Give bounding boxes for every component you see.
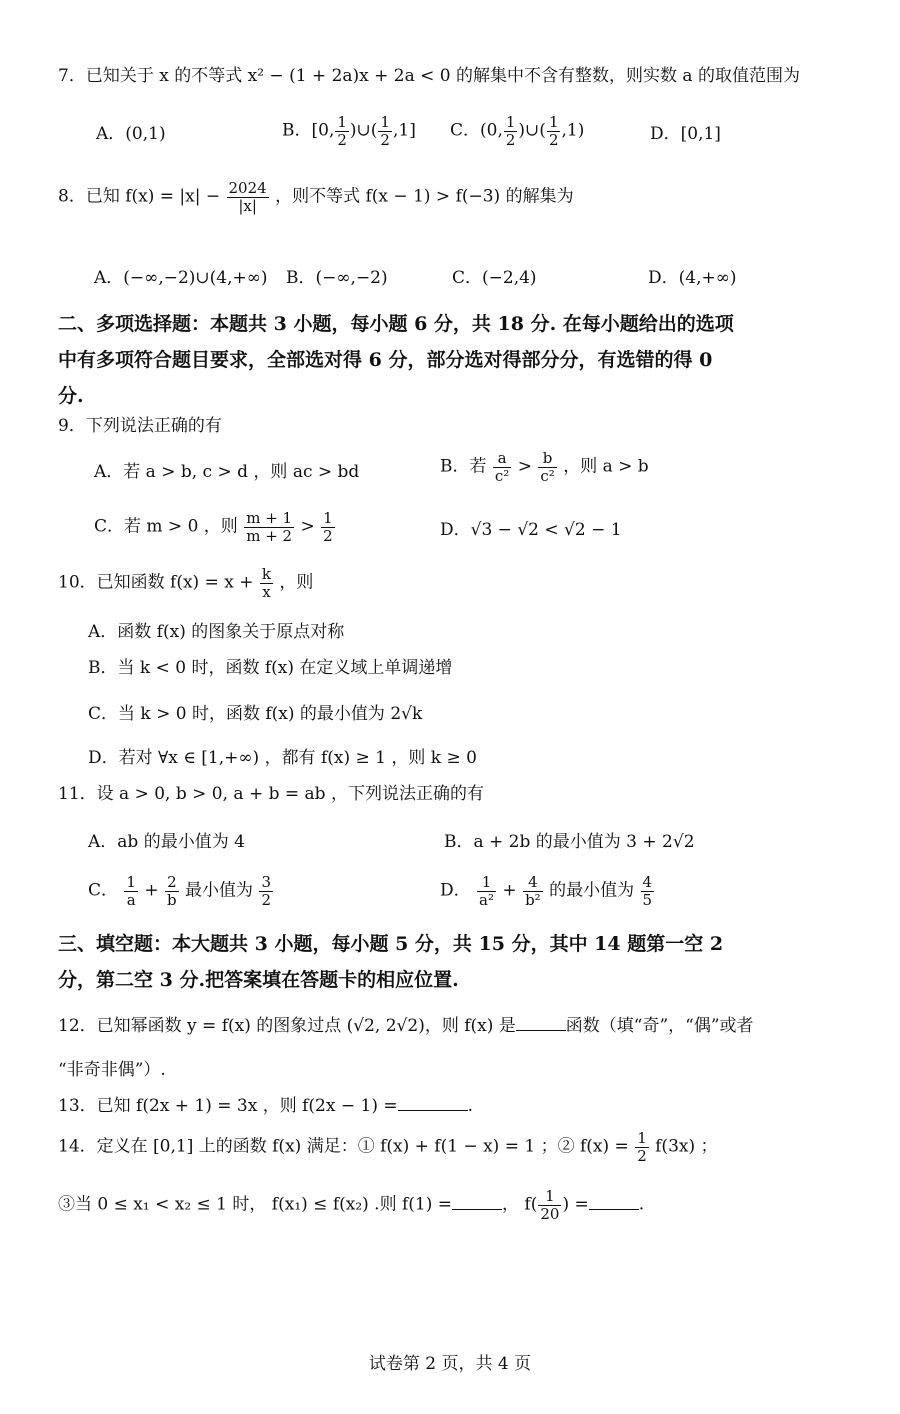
section-3-heading: 三、填空题：本大题共 3 小题，每小题 5 分，共 15 分，其中 14 题第一空 2 分，第二空 3 分.把答案填在答题卡的相应位置. (58, 933, 724, 991)
question-11-stem: 11．设 a > 0, b > 0, a + b = ab ，下列说法正确的有 (58, 784, 484, 804)
q7-option-b: B．[0, $\frac{1}{2}$ )∪( $\frac{1}{2}$ ,1] (282, 113, 416, 149)
q8-option-c: C．(−2,4) (452, 268, 537, 288)
q9-option-d: D．√3 − √2 < √2 − 1 (440, 520, 622, 540)
section-2-heading: 二、多项选择题：本题共 3 小题，每小题 6 分，共 18 分. 在每小题给出的选项 中有多项符合题目要求，全部选对得 6 分，部分选对得部分分，有选错的得 0 分. (58, 313, 734, 407)
q11-option-d: D． $\frac{1}{\text{a²}}$ + $\frac{4}{\text{b²}}$ 的最小值为 $\frac{4}{5}$ (440, 873, 653, 909)
q12-answer-blank[interactable] (516, 1016, 566, 1031)
q8-option-d: D．(4,+∞) (648, 268, 737, 288)
q7-option-a: A．(0,1) (96, 124, 166, 144)
q10-option-c: C．当 k > 0 时，函数 f(x) 的最小值为 2√k (88, 704, 423, 724)
q7-option-c: C．(0, $\frac{1}{2}$ )∪( $\frac{1}{2}$ ,1) (450, 113, 585, 149)
q10-option-d: D．若对 ∀x ∈ [1,+∞) ，都有 f(x) ≥ 1 ，则 k ≥ 0 (88, 748, 477, 768)
q11-option-c: C． $\frac{1}{a}$ + $\frac{2}{b}$ 最小值为 $\frac{3}{2}$ (88, 873, 271, 909)
q13-answer-blank[interactable] (398, 1096, 468, 1111)
q10-option-a: A．函数 f(x) 的图象关于原点对称 (88, 622, 345, 642)
page-footer: 试卷第 2 页，共 4 页 (368, 1354, 532, 1374)
question-8-stem: 8．已知 f(x) = |x| − $\frac{2024}{|x|}$ ，则不等式 f(x − 1) > f(−3) 的解集为 (58, 179, 574, 215)
question-12-line2: “非奇非偶”）. (58, 1060, 166, 1080)
question-14-line1: 14．定义在 [0,1] 上的函数 f(x) 满足：① f(x) + f(1 − x) = 1 ；② f(x) = $\frac{1}{2}$ f(3x) ； (58, 1129, 718, 1165)
q7-option-d: D．[0,1] (650, 124, 721, 144)
q9-option-c: C．若 m > 0 ，则 $\frac{m + 1}{m + 2}$ > $\frac{1}{2}$ (94, 509, 333, 545)
question-10-stem: 10．已知函数 f(x) = x + $\frac{k}{x}$ ，则 (58, 565, 314, 601)
q9-option-a: A．若 a > b, c > d ，则 ac > bd (94, 462, 360, 482)
q14-answer-blank-1[interactable] (452, 1195, 502, 1210)
q11-option-b: B．a + 2b 的最小值为 3 + 2√2 (444, 832, 695, 852)
q11-option-a: A．ab 的最小值为 4 (88, 832, 245, 852)
q8-option-b: B．(−∞,−2) (286, 268, 388, 288)
question-13-stem: 13．已知 f(2x + 1) = 3x ，则 f(2x − 1) = . (58, 1096, 474, 1116)
question-14-line2: ③当 0 ≤ x₁ < x₂ ≤ 1 时， f(x₁) ≤ f(x₂) .则 f(1) = ， f( $\frac{1}{20}$ ) = . (58, 1187, 645, 1223)
question-9-stem: 9．下列说法正确的有 (58, 416, 222, 436)
q8-option-a: A．(−∞,−2)∪(4,+∞) (94, 268, 268, 288)
q9-option-b: B．若 $\frac{a}{\text{c²}}$ > $\frac{b}{\text{c²}}$ ，则 a > b (440, 449, 649, 485)
q14-answer-blank-2[interactable] (589, 1195, 639, 1210)
question-7-stem: 7．已知关于 x 的不等式 x² − (1 + 2a)x + 2a < 0 的解集中不含有整数，则实数 a 的取值范围为 (58, 66, 800, 86)
q10-option-b: B．当 k < 0 时，函数 f(x) 在定义域上单调递增 (88, 658, 453, 678)
question-12-line1: 12．已知幂函数 y = f(x) 的图象过点 (√2, 2√2)，则 f(x) 是 函数（填“奇”，“偶”或者 (58, 1016, 754, 1036)
